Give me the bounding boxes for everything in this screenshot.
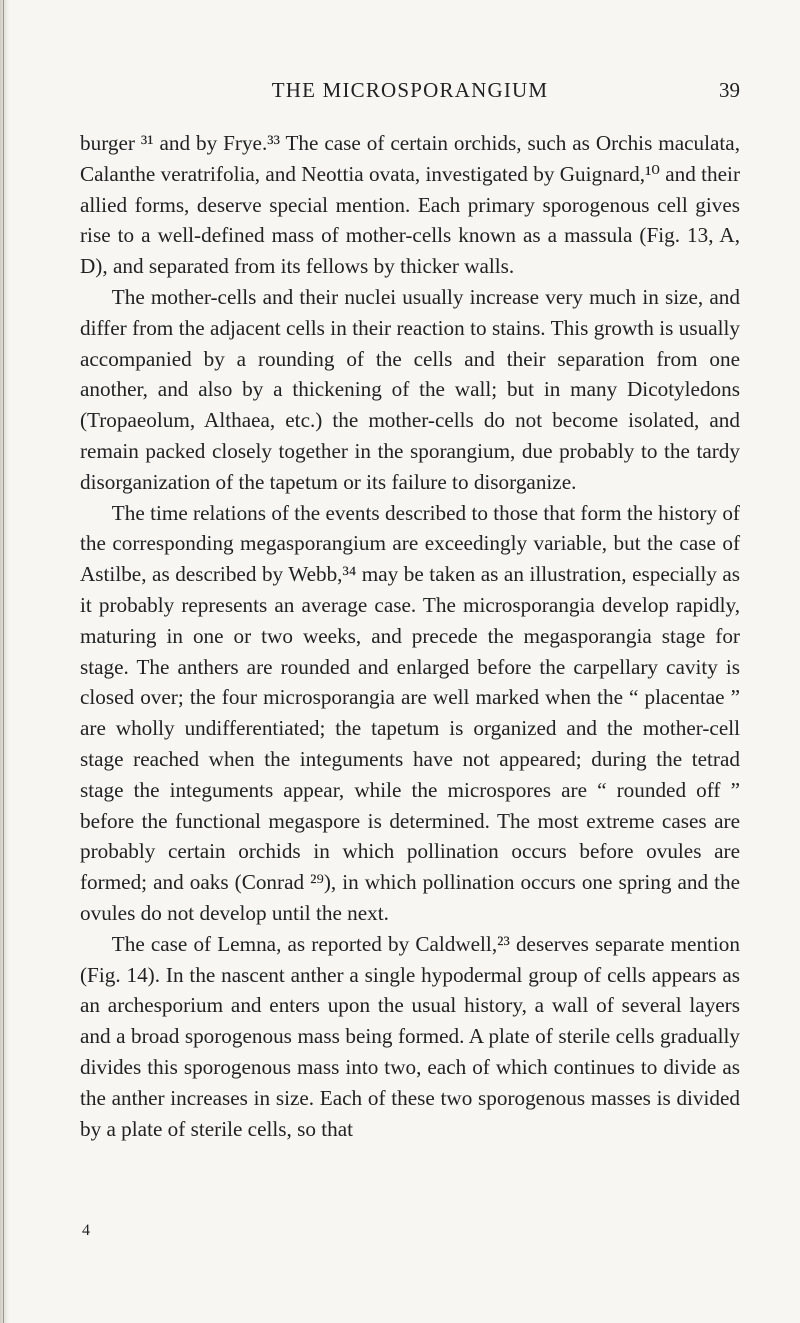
paragraph-4: The case of Lemna, as reported by Caldwell,²³ deserves separate mention (Fig. 14). In the nascent anther a single hypodermal group of cells appears as an archesporium and enters upon the usual history, a wall of several layers and a broad sporogenous mass being formed. A plate of sterile cells gradually divides this sporogenous mass into two, each of which continues to divide as the anther increases in size. Each of these two sporogenous masses is divided by a plate of sterile cells, so that	[80, 931, 740, 1141]
signature-mark: 4	[82, 1222, 90, 1239]
page-edge	[0, 0, 10, 1323]
paragraph-3: The time relations of the events described to those that form the history of the corresponding megasporangium are exceedingly variable, but the case of Astilbe, as described by Webb,³⁴ may be taken as an illustration, especially as it probably represents an average case. The microsporangia develop rapidly, maturing in one or two weeks, and precede the megasporangia stage for stage. The anthers are rounded and enlarged before the carpellary cavity is closed over; the four microsporangia are well marked when the “ placentae ” are wholly undifferentiated; the tapetum is organized and the mother-cell stage reached when the integuments have not appeared; during the tetrad stage the integuments appear, while the microspores are “ rounded off ” before the functional megaspore is determined. The most extreme cases are probably certain orchids in which pollination occurs before ovules are formed; and oaks (Conrad ²⁹), in which pollination occurs one spring and the ovules do not develop until the next.	[80, 500, 740, 925]
paragraph-2: The mother-cells and their nuclei usually increase very much in size, and differ from the adjacent cells in their reaction to stains. This growth is usually accompanied by a rounding of the cells and their separation from one another, and also by a thickening of the wall; but in many Dicotyledons (Tropaeolum, Althaea, etc.) the mother-cells do not become isolated, and remain packed closely together in the sporangium, due probably to the tardy disorganization of the tapetum or its failure to disorganize.	[80, 284, 740, 494]
binding-line	[3, 0, 4, 1323]
body-text	[80, 128, 740, 1144]
paragraph-1: burger ³¹ and by Frye.³³ The case of certain orchids, such as Orchis maculata, Calanthe veratrifolia, and Neottia ovata, investigated by Guignard,¹⁰ and their allied forms, deserve special mention. Each primary sporogenous cell gives rise to a well-defined mass of mother-cells known as a massula (Fig. 13, A, D), and separated from its fellows by thicker walls.	[80, 131, 740, 279]
page-number: 39	[719, 78, 740, 102]
page-header	[80, 78, 740, 108]
running-head: THE MICROSPORANGIUM	[271, 78, 549, 102]
